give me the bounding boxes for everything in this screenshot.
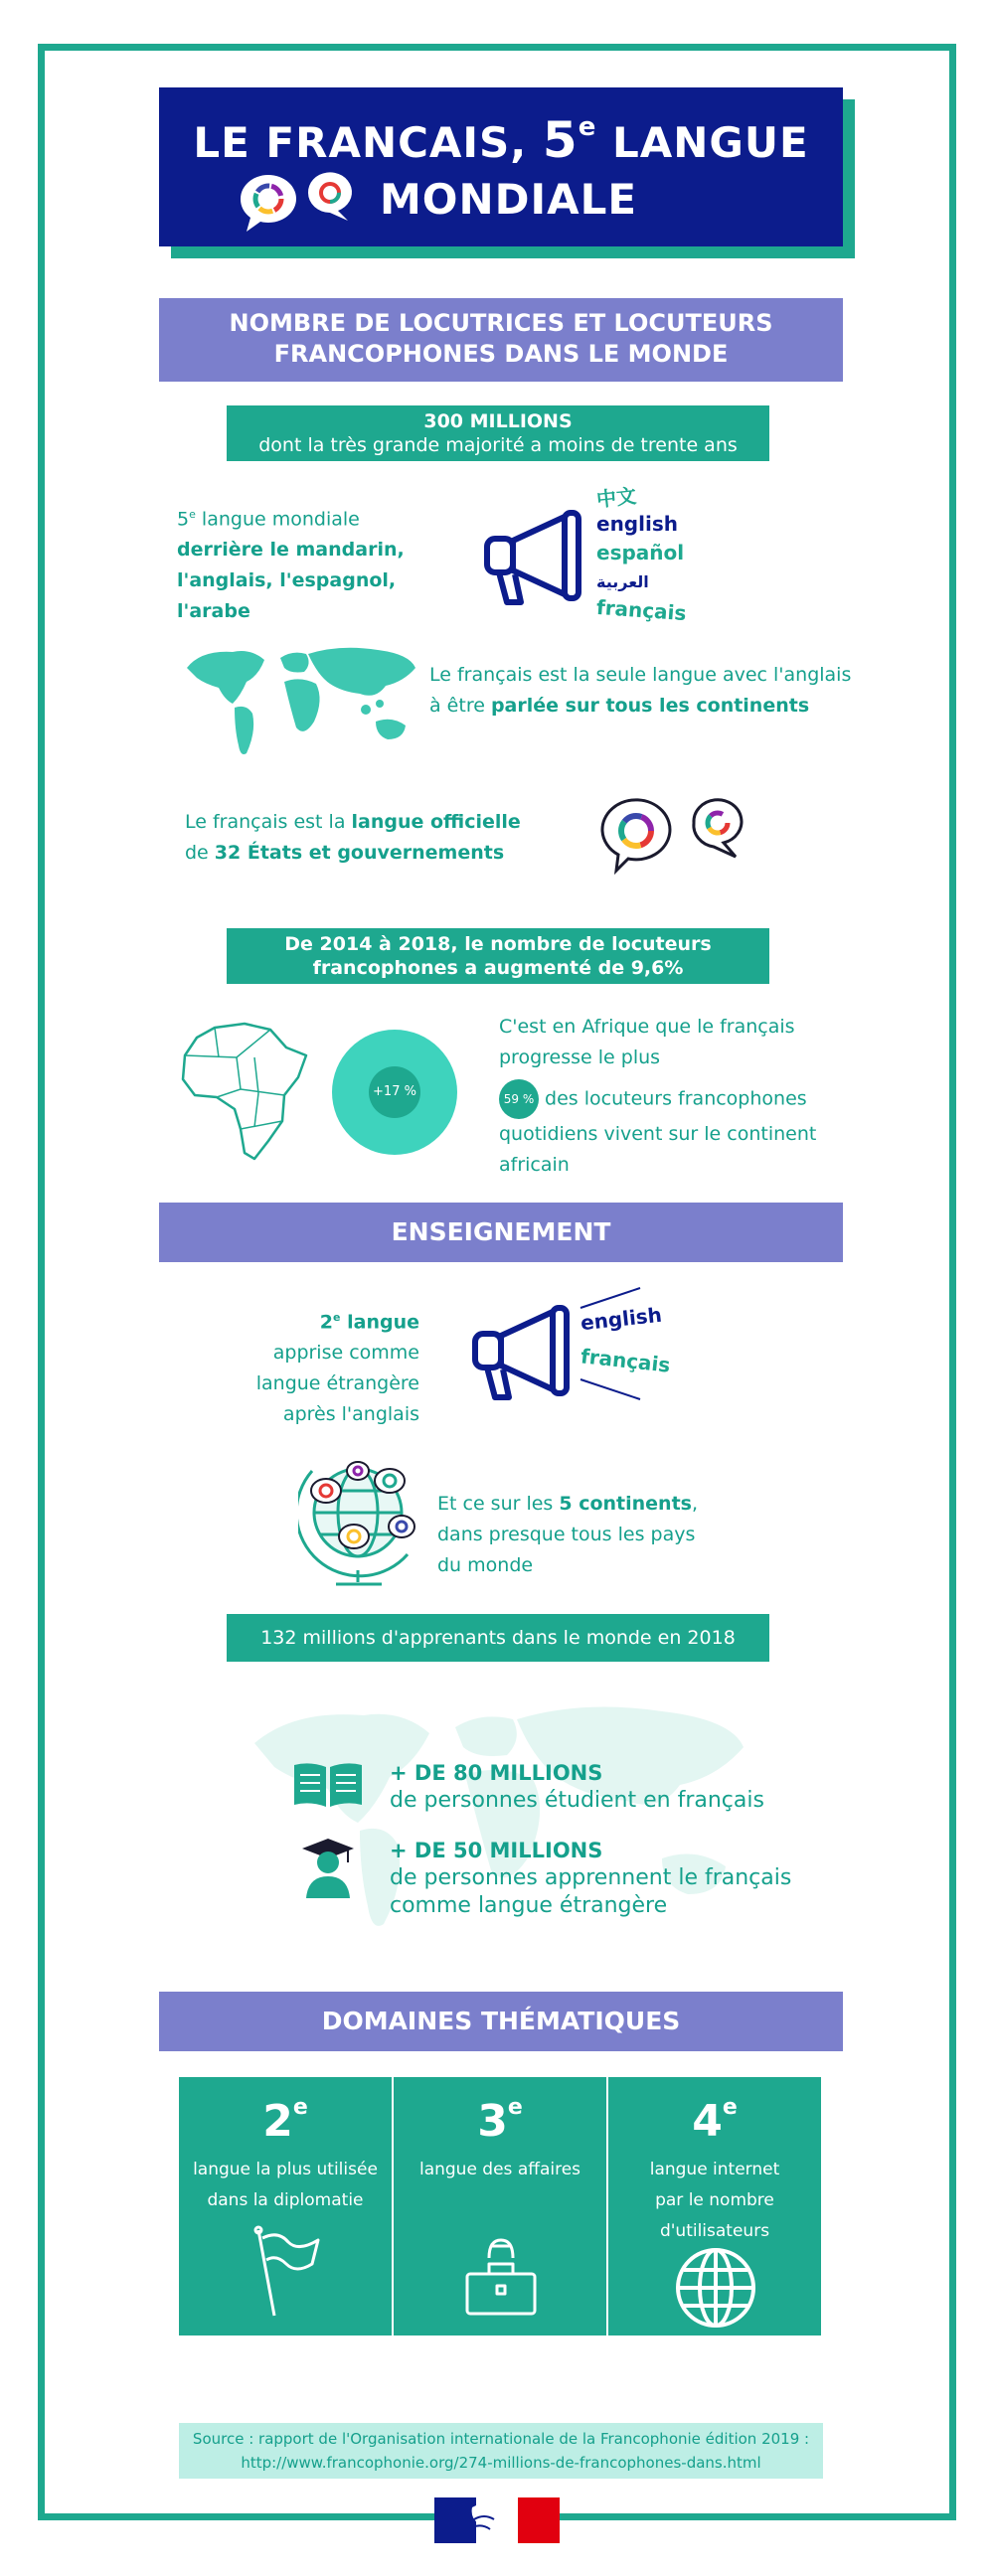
domain-card-diplomacy [179,2077,392,2335]
page-title [159,87,843,246]
africa-map-icon [175,1018,324,1167]
africa-line-4: quotidiens vivent sur le continent [499,1123,817,1145]
card-label-2: par le nombre [655,2190,774,2210]
world-map-icon [181,642,419,761]
title-line-2: MONDIALE [380,175,638,224]
language-english: english [579,1302,663,1336]
source-link[interactable]: http://www.francophonie.org/274-millions-de-francophones-dans.html [241,2454,761,2472]
language-spanish: español [596,541,685,564]
card-label-3: d'utilisateurs [659,2221,770,2241]
banner-subline: dont la très grande majorité a moins de trente ans [258,434,738,456]
flag-icon [245,2224,328,2320]
stat-80-text: de personnes étudient en français [390,1788,764,1813]
title-prefix: LE FRANCAIS, [193,118,528,167]
card-rank-sup: e [292,2095,308,2120]
rank-sup: e [189,508,196,521]
source-line-1: Source : rapport de l'Organisation internationale de la Francophonie édition 2019 : [192,2430,810,2448]
globe-grid-icon [672,2244,759,2332]
cont-line-2: dans presque tous les pays [437,1524,696,1545]
stat-80-headline: + DE 80 MILLIONS [390,1761,603,1785]
official-line-1a: Le français est la [185,811,352,833]
section-heading-teaching: ENSEIGNEMENT [159,1203,843,1262]
continents-line-1: Le français est la seule langue avec l'anglais [429,664,852,686]
globe-icon [298,1451,433,1590]
rank-number: 5 [177,508,190,531]
second-number: 2 [319,1311,334,1334]
republic-logo [434,2497,560,2543]
official-language-text [185,807,521,869]
banner-headline: 300 MILLIONS [423,410,573,432]
rank-bold-3: l'arabe [177,600,250,623]
megaphone-icon [479,505,588,614]
africa-badge: 59 % [499,1079,539,1119]
continents-line-2a: à être [429,695,491,717]
second-line-4: après l'anglais [282,1403,419,1426]
card-label-2: dans la diplomatie [207,2190,364,2210]
rank-bold-1: derrière le mandarin, [177,539,405,562]
graduate-icon [298,1837,358,1900]
marianne-profile-icon [464,2497,530,2543]
stat-50-text-1: de personnes apprennent le français [390,1865,792,1890]
africa-line-2: progresse le plus [499,1046,661,1068]
growth-line-1: De 2014 à 2018, le nombre de locuteurs [284,933,712,955]
domain-card-business [394,2077,606,2335]
growth-line-2: francophones a augmenté de 9,6% [312,957,684,979]
growth-circle [332,1030,457,1155]
official-line-1b: langue officielle [351,811,521,833]
speech-bubbles-icon [231,167,380,237]
rank-label: langue mondiale [195,508,360,531]
card-rank: 2 [262,2096,293,2147]
rank-bold-2: l'anglais, l'espagnol, [177,569,397,592]
second-label: langue [340,1311,419,1334]
source-note [179,2423,823,2479]
title-sup: e [578,112,597,142]
growth-badge: +17 % [369,1066,420,1118]
language-french: français [580,1344,672,1377]
africa-line-5: africain [499,1154,570,1176]
africa-line-3: des locuteurs francophones [539,1087,807,1110]
languages-list [596,481,686,625]
title-number: 5 [542,111,579,169]
section-heading-speakers [159,298,843,382]
rank-text [177,499,405,627]
briefcase-icon [459,2224,543,2320]
cont-line-3: du monde [437,1554,534,1576]
language-english: english [596,512,678,536]
card-label-1: langue la plus utilisée [193,2160,378,2179]
card-label-1: langue internet [649,2160,780,2179]
official-line-2b: 32 États et gouvernements [214,842,505,864]
section-heading-line-1: NOMBRE DE LOCUTRICES ET LOCUTEURS [229,309,773,337]
second-line-2: apprise comme [272,1342,419,1365]
book-icon [290,1759,366,1811]
title-suffix: LANGUE [611,118,809,167]
card-label-1: langue des affaires [418,2160,581,2179]
stat-50-headline: + DE 50 MILLIONS [390,1839,603,1862]
speech-bubbles-icon [596,795,765,875]
stat-50-millions [390,1837,791,1920]
section-heading-domains: DOMAINES THÉMATIQUES [159,1992,843,2051]
card-rank: 4 [692,2096,723,2147]
language-french: français [595,594,688,626]
second-line-3: langue étrangère [255,1372,419,1395]
domain-card-internet [608,2077,821,2335]
cont-line-1c: , [691,1493,699,1515]
language-chinese: 中文 [594,483,638,512]
section-heading-line-2: FRANCOPHONES DANS LE MONDE [273,340,729,368]
speakers-banner [227,405,769,461]
cont-line-1a: Et ce sur les [437,1493,560,1515]
africa-line-1: C'est en Afrique que le français [499,1016,795,1038]
stat-50-text-2: comme langue étrangère [390,1893,668,1918]
language-arabic: العربية [596,572,649,591]
africa-text [499,1012,816,1181]
card-rank-sup: e [507,2095,523,2120]
card-rank-sup: e [722,2095,738,2120]
second-sup: e [333,1311,341,1324]
continents-line-2b: parlée sur tous les continents [490,695,810,717]
cont-line-1b: 5 continents [559,1493,692,1515]
second-language-text [179,1302,419,1430]
growth-banner [227,928,769,984]
learners-banner: 132 millions d'apprenants dans le monde en 2018 [227,1614,769,1662]
megaphone-icon [467,1300,577,1409]
title-line-1 [159,111,843,169]
official-line-2a: de [185,842,215,864]
card-rank: 3 [477,2096,508,2147]
continents-teaching-text [437,1489,698,1581]
continents-text [429,660,851,722]
stat-80-millions [390,1759,764,1815]
